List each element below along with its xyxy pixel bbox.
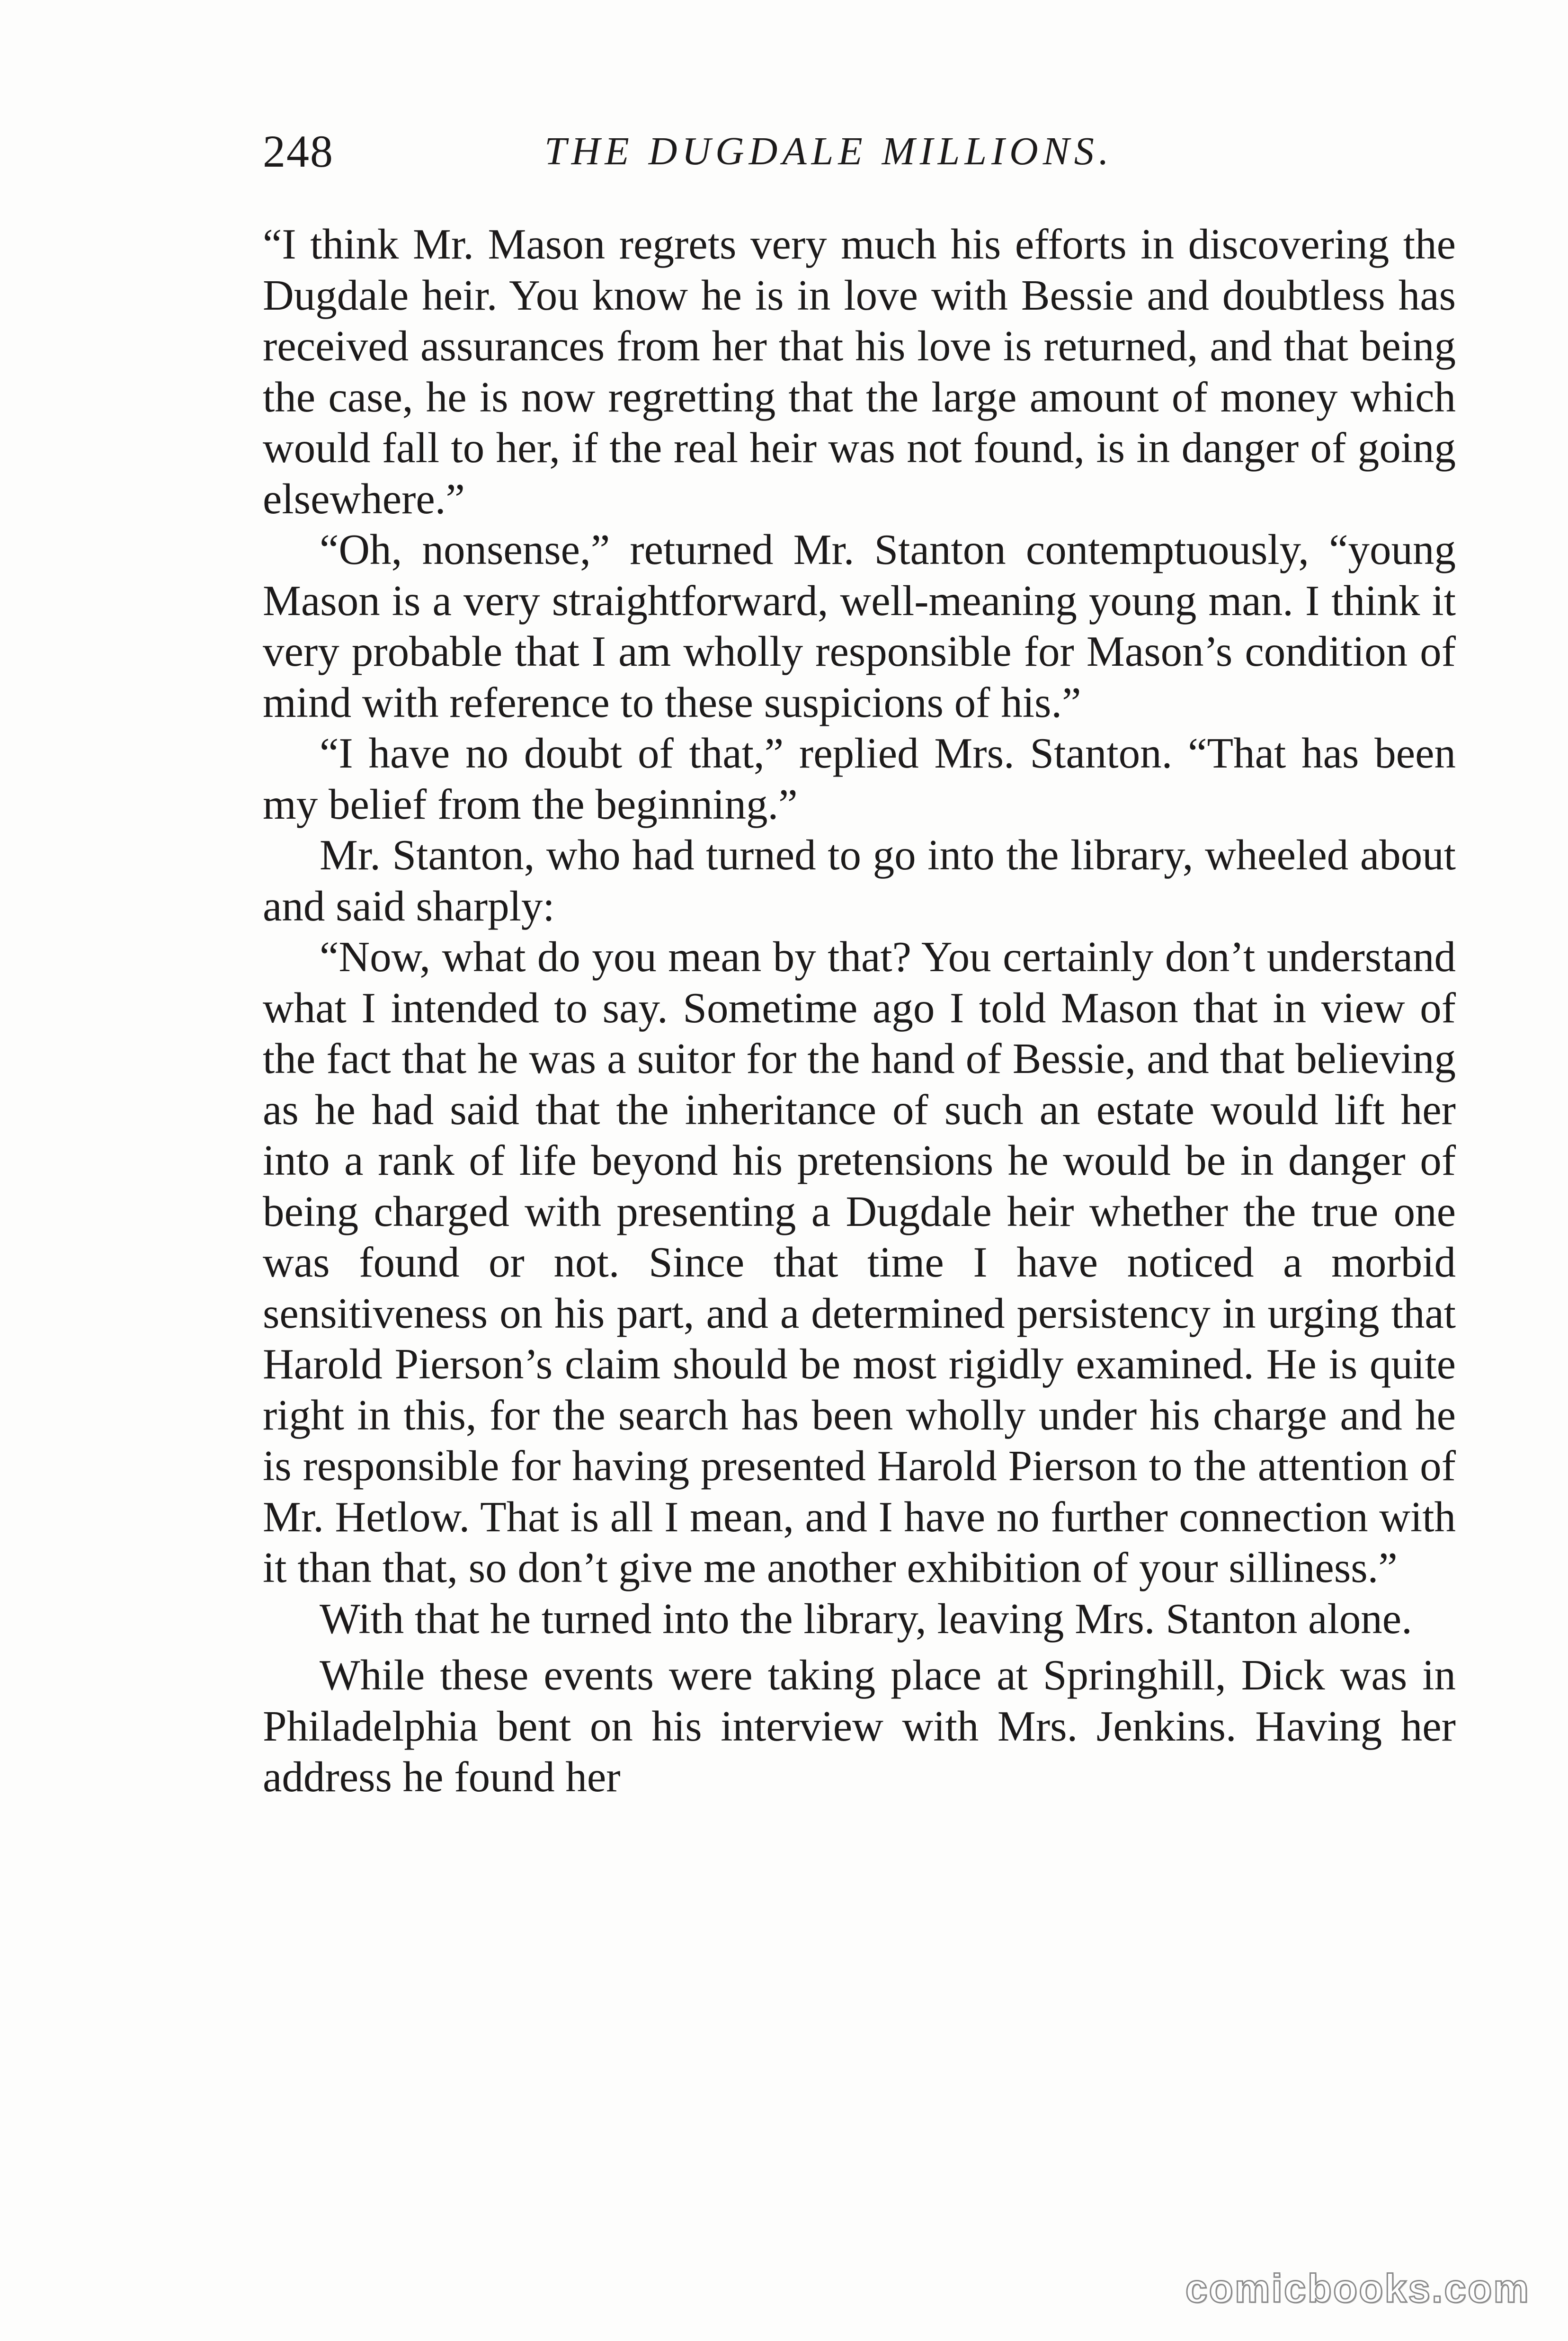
running-title: THE DUGDALE MILLIONS. [544, 129, 1114, 173]
paragraph: While these events were taking place at Springhill, Dick was in Philadelphia bent on his interview with Mrs. Jenkins. Having her address he found her [263, 1651, 1456, 1801]
page-number: 248 [263, 126, 334, 177]
paragraph: With that he turned into the library, leaving Mrs. Stanton alone. [320, 1594, 1412, 1643]
paragraph: Mr. Stanton, who had turned to go into the library, wheeled about and said sharply: [263, 831, 1456, 930]
watermark-logo: comicbooks.com [1185, 2266, 1530, 2311]
paragraph: “Oh, nonsense,” returned Mr. Stanton contemptuously, “young Mason is a very straightforward, well-meaning young man. I think it very probable that I am wholly responsible for Mason’s condition of mind with reference to these suspicions of his.” [263, 526, 1456, 726]
paragraph: “Now, what do you mean by that? You certainly don’t understand what I intended to say. Sometime ago I told Mason that in view of the fact that he was a suitor for the hand of Bessie, and that believing as he had said that the inheritance of such an estate would lift her into a rank of life beyond his pretensions he would be in danger of being charged with presenting a Dugdale heir whether the true one was found or not. Since that time I have noticed a morbid sensitiveness on his part, and a determined persistency in urging that Harold Pierson’s claim should be most rigidly examined. He is quite right in this, for the search has been wholly under his charge and he is responsible for having presented Harold Pierson to the attention of Mr. Hetlow. That is all I mean, and I have no further connection with it than that, so don’t give me another exhibition of your silliness.” [263, 933, 1456, 1591]
paragraph: “I have no doubt of that,” replied Mrs. Stanton. “That has been my belief from the beginning.” [263, 729, 1456, 828]
running-head [263, 121, 1456, 182]
paragraph: “I think Mr. Mason regrets very much his efforts in discovering the Dugdale heir. You know he is in love with Bessie and doubtless has received assurances from her that his love is returned, and that being the case, he is now regretting that the large amount of money which would fall to her, if the real heir was not found, is in danger of going elsewhere.” [263, 220, 1456, 523]
body-text [263, 219, 1456, 1803]
